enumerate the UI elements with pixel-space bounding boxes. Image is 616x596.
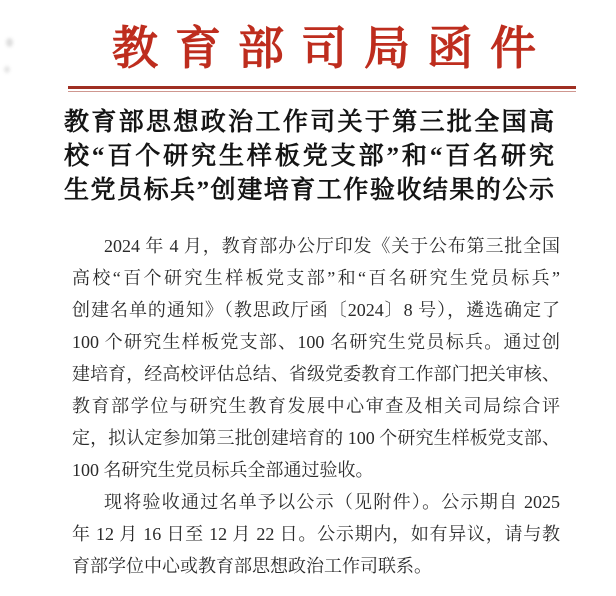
body-line: 创建名单的通知》（教思政厅函〔2024〕8 号），遴选确定了 [72,300,560,320]
body-line: 建培育，经高校评估总结、省级党委教育工作部门把关审核、 [72,364,560,384]
document-body [72,230,560,582]
paragraph-1 [72,230,560,486]
body-line: 现将验收通过名单予以公示（见附件）。公示期自 2025 [104,492,560,512]
body-line: 2024 年 4 月，教育部办公厅印发《关于公布第三批全国 [104,236,560,256]
document-title-line: 校“百个研究生样板党支部”和“百名研究 [64,143,554,170]
paragraph-2 [72,486,560,582]
body-line: 100 个研究生样板党支部、100 名研究生党员标兵。通过创 [72,332,560,352]
body-line: 定，拟认定参加第三批创建培育的 100 个研究生样板党支部、 [72,428,560,448]
document-title-line: 教育部思想政治工作司关于第三批全国高 [64,109,554,136]
body-line: 年 12 月 16 日至 12 月 22 日。公示期内，如有异议，请与教 [72,524,560,544]
letterhead-rule [68,86,576,92]
scan-artifact [6,38,13,47]
document-title-line: 生党员标兵”创建培育工作验收结果的公示 [64,177,554,204]
body-line: 教育部学位与研究生教育发展中心审查及相关司局综合评 [72,396,560,416]
letterhead-rule-thick-line [68,86,576,89]
body-line: 高校“百个研究生样板党支部”和“百名研究生党员标兵” [72,268,560,288]
letterhead-title: 教育部司局函件 [112,23,536,74]
body-line: 育部学位中心或教育部思想政治工作司联系。 [72,556,432,576]
body-line: 100 名研究生党员标兵全部通过验收。 [72,460,374,480]
scan-artifact [4,66,10,73]
letterhead-rule-thin-line [68,91,576,92]
document-title [64,106,554,208]
